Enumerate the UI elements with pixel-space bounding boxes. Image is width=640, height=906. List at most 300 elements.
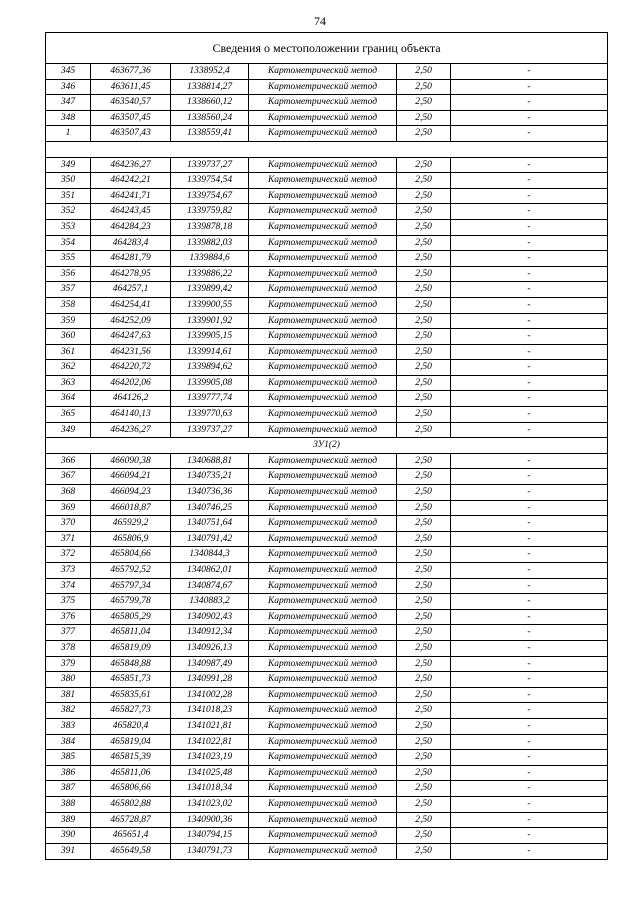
accuracy-cell: 2,50 [397,657,451,672]
x-coordinate-cell: 465792,52 [91,563,171,578]
description-cell: - [527,253,531,264]
point-number-cell: 385 [46,750,91,765]
description-cell: - [527,455,531,466]
description-cell: - [527,565,531,575]
section-header-row [46,438,607,454]
accuracy-cell: 2,50 [397,735,451,750]
table-row [46,111,607,127]
x-coordinate-cell: 465827,73 [91,703,171,718]
description-cell: - [527,518,531,529]
accuracy-cell: 2,50 [397,220,451,235]
point-number-cell: 386 [46,766,91,781]
accuracy-cell: 2,50 [397,298,451,313]
description-cell: - [527,814,531,825]
method-cell: Картометрический метод [249,95,397,110]
table-row [46,750,607,766]
y-coordinate-cell: 1340902,43 [171,610,249,625]
accuracy-cell: 2,50 [397,360,451,375]
x-coordinate-cell: 464242,21 [91,173,171,188]
y-coordinate-cell: 1338560,24 [171,111,249,126]
description-cell: - [527,175,531,186]
method-cell: Картометрический метод [249,298,397,313]
y-coordinate-cell: 1341018,34 [171,781,249,796]
y-coordinate-cell: 1339737,27 [171,423,249,438]
y-coordinate-cell: 1339905,15 [171,329,249,344]
description-cell: - [527,798,531,809]
method-cell: Картометрический метод [249,189,397,204]
accuracy-cell: 2,50 [397,719,451,734]
x-coordinate-cell: 464247,63 [91,329,171,344]
point-number-cell: 364 [46,391,91,406]
method-cell: Картометрический метод [249,610,397,625]
y-coordinate-cell: 1339754,67 [171,189,249,204]
point-number-cell: 370 [46,516,91,531]
accuracy-cell: 2,50 [397,532,451,547]
description-cell: - [527,752,531,763]
point-number-cell: 360 [46,329,91,344]
y-coordinate-cell: 1339737,27 [171,158,249,173]
description-cell: - [527,736,531,747]
table-row [46,828,607,844]
point-number-cell: 368 [46,485,91,500]
y-coordinate-cell: 1341023,02 [171,797,249,812]
table-row [46,719,607,735]
table-row [46,64,607,80]
table-row [46,563,607,579]
x-coordinate-cell: 465815,39 [91,750,171,765]
point-number-cell: 390 [46,828,91,843]
description-cell: - [527,409,531,420]
method-cell: Картометрический метод [249,251,397,266]
accuracy-cell: 2,50 [397,750,451,765]
table-row [46,579,607,595]
accuracy-cell: 2,50 [397,610,451,625]
point-number-cell: 359 [46,314,91,329]
accuracy-cell: 2,50 [397,641,451,656]
table-row [46,80,607,96]
method-cell: Картометрический метод [249,703,397,718]
point-number-cell: 379 [46,657,91,672]
description-cell: - [527,611,531,622]
point-number-cell: 350 [46,173,91,188]
point-number-cell: 382 [46,703,91,718]
point-number-cell: 363 [46,376,91,391]
accuracy-cell: 2,50 [397,376,451,391]
x-coordinate-cell: 464243,45 [91,204,171,219]
description-cell: - [527,658,531,669]
method-cell: Картометрический метод [249,360,397,375]
x-coordinate-cell: 463677,36 [91,64,171,79]
method-cell: Картометрический метод [249,501,397,516]
method-cell: Картометрический метод [249,80,397,95]
x-coordinate-cell: 465835,61 [91,688,171,703]
description-cell: - [527,720,531,731]
y-coordinate-cell: 1340991,28 [171,672,249,687]
y-coordinate-cell: 1339914,61 [171,345,249,360]
accuracy-cell: 2,50 [397,579,451,594]
method-cell: Картометрический метод [249,813,397,828]
x-coordinate-cell: 464252,09 [91,314,171,329]
y-coordinate-cell: 1340862,01 [171,563,249,578]
x-coordinate-cell: 465820,4 [91,719,171,734]
y-coordinate-cell: 1339900,55 [171,298,249,313]
method-cell: Картометрический метод [249,376,397,391]
table-row [46,625,607,641]
description-cell: - [527,830,531,841]
y-coordinate-cell: 1339905,08 [171,376,249,391]
x-coordinate-cell: 464236,27 [91,158,171,173]
y-coordinate-cell: 1340883,2 [171,594,249,609]
point-number-cell: 347 [46,95,91,110]
table-row [46,501,607,517]
x-coordinate-cell: 464257,1 [91,282,171,297]
accuracy-cell: 2,50 [397,594,451,609]
x-coordinate-cell: 464236,27 [91,423,171,438]
description-cell: - [527,346,531,357]
description-cell: - [527,549,531,560]
description-cell: - [527,767,531,778]
accuracy-cell: 2,50 [397,469,451,484]
y-coordinate-cell: 1340746,25 [171,501,249,516]
accuracy-cell: 2,50 [397,407,451,422]
point-number-cell: 377 [46,625,91,640]
description-cell: - [527,284,531,295]
table-row [46,688,607,704]
description-cell: - [527,237,531,248]
description-cell: - [527,533,531,544]
y-coordinate-cell: 1340844,3 [171,547,249,562]
accuracy-cell: 2,50 [397,547,451,562]
point-number-cell: 366 [46,454,91,469]
table-row [46,267,607,283]
table-row [46,469,607,485]
table-row [46,672,607,688]
table-row [46,298,607,314]
method-cell: Картометрический метод [249,516,397,531]
accuracy-cell: 2,50 [397,158,451,173]
x-coordinate-cell: 464202,06 [91,376,171,391]
y-coordinate-cell: 1341025,48 [171,766,249,781]
x-coordinate-cell: 463540,57 [91,95,171,110]
description-cell: - [527,377,531,388]
x-coordinate-cell: 464241,71 [91,189,171,204]
point-number-cell: 357 [46,282,91,297]
x-coordinate-cell: 464220,72 [91,360,171,375]
x-coordinate-cell: 464126,2 [91,391,171,406]
x-coordinate-cell: 465848,88 [91,657,171,672]
y-coordinate-cell: 1340791,42 [171,532,249,547]
accuracy-cell: 2,50 [397,703,451,718]
accuracy-cell: 2,50 [397,625,451,640]
y-coordinate-cell: 1340912,34 [171,625,249,640]
description-cell: - [527,221,531,232]
x-coordinate-cell: 464231,56 [91,345,171,360]
method-cell: Картометрический метод [249,547,397,562]
accuracy-cell: 2,50 [397,485,451,500]
table-row [46,345,607,361]
y-coordinate-cell: 1339886,22 [171,267,249,282]
method-cell: Картометрический метод [249,485,397,500]
accuracy-cell: 2,50 [397,844,451,860]
accuracy-cell: 2,50 [397,423,451,438]
table-row [46,189,607,205]
y-coordinate-cell: 1338814,27 [171,80,249,95]
description-cell: - [527,97,531,108]
table-row [46,173,607,189]
y-coordinate-cell: 1340736,36 [171,485,249,500]
table-row [46,423,607,439]
point-number-cell: 355 [46,251,91,266]
table-row [46,735,607,751]
point-number-cell: 367 [46,469,91,484]
table-body [46,64,607,859]
x-coordinate-cell: 466094,21 [91,469,171,484]
point-number-cell: 387 [46,781,91,796]
x-coordinate-cell: 464283,4 [91,236,171,251]
accuracy-cell: 2,50 [397,282,451,297]
accuracy-cell: 2,50 [397,563,451,578]
table-row [46,360,607,376]
x-coordinate-cell: 465799,78 [91,594,171,609]
x-coordinate-cell: 463507,43 [91,126,171,141]
description-cell: - [527,362,531,373]
point-number-cell: 383 [46,719,91,734]
point-number-cell: 365 [46,407,91,422]
x-coordinate-cell: 466094,23 [91,485,171,500]
y-coordinate-cell: 1339884,6 [171,251,249,266]
point-number-cell: 380 [46,672,91,687]
table-row [46,641,607,657]
description-cell: - [527,642,531,653]
accuracy-cell: 2,50 [397,329,451,344]
page-number: 74 [314,14,326,28]
table-row [46,126,607,142]
method-cell: Картометрический метод [249,204,397,219]
method-cell: Картометрический метод [249,797,397,812]
y-coordinate-cell: 1339894,62 [171,360,249,375]
table-row [46,797,607,813]
point-number-cell: 369 [46,501,91,516]
table-row [46,813,607,829]
x-coordinate-cell: 464140,13 [91,407,171,422]
table-row [46,547,607,563]
table-row [46,329,607,345]
method-cell: Картометрический метод [249,594,397,609]
y-coordinate-cell: 1340900,36 [171,813,249,828]
y-coordinate-cell: 1338952,4 [171,64,249,79]
y-coordinate-cell: 1340735,21 [171,469,249,484]
blank-row [46,142,607,158]
point-number-cell: 352 [46,204,91,219]
description-cell: - [527,471,531,482]
x-coordinate-cell: 465851,73 [91,672,171,687]
accuracy-cell: 2,50 [397,80,451,95]
accuracy-cell: 2,50 [397,813,451,828]
description-cell: - [527,66,531,76]
y-coordinate-cell: 1339754,54 [171,173,249,188]
accuracy-cell: 2,50 [397,236,451,251]
method-cell: Картометрический метод [249,688,397,703]
point-number-cell: 389 [46,813,91,828]
table-row [46,376,607,392]
accuracy-cell: 2,50 [397,781,451,796]
method-cell: Картометрический метод [249,454,397,469]
y-coordinate-cell: 1338660,12 [171,95,249,110]
point-number-cell: 353 [46,220,91,235]
method-cell: Картометрический метод [249,173,397,188]
y-coordinate-cell: 1341022,81 [171,735,249,750]
description-cell: - [527,81,531,92]
accuracy-cell: 2,50 [397,189,451,204]
accuracy-cell: 2,50 [397,688,451,703]
method-cell: Картометрический метод [249,657,397,672]
y-coordinate-cell: 1341023,19 [171,750,249,765]
accuracy-cell: 2,50 [397,64,451,79]
point-number-cell: 384 [46,735,91,750]
description-cell: - [527,159,531,170]
section-label: ЗУ1(2) [313,440,340,451]
description-cell: - [527,845,531,856]
method-cell: Картометрический метод [249,282,397,297]
method-cell: Картометрический метод [249,126,397,141]
table-row [46,407,607,423]
description-cell: - [527,596,531,607]
point-number-cell: 358 [46,298,91,313]
table-row [46,703,607,719]
table-row [46,610,607,626]
point-number-cell: 349 [46,423,91,438]
description-cell: - [527,627,531,638]
accuracy-cell: 2,50 [397,126,451,141]
accuracy-cell: 2,50 [397,111,451,126]
point-number-cell: 346 [46,80,91,95]
table-row [46,594,607,610]
table-row [46,781,607,797]
y-coordinate-cell: 1340794,15 [171,828,249,843]
accuracy-cell: 2,50 [397,391,451,406]
table-row [46,766,607,782]
table-row [46,485,607,501]
y-coordinate-cell: 1340751,64 [171,516,249,531]
x-coordinate-cell: 466018,87 [91,501,171,516]
y-coordinate-cell: 1340688,81 [171,454,249,469]
y-coordinate-cell: 1341021,81 [171,719,249,734]
description-cell: - [527,268,531,279]
method-cell: Картометрический метод [249,220,397,235]
x-coordinate-cell: 465811,06 [91,766,171,781]
x-coordinate-cell: 465805,29 [91,610,171,625]
method-cell: Картометрический метод [249,828,397,843]
point-number-cell: 374 [46,579,91,594]
accuracy-cell: 2,50 [397,766,451,781]
table-row [46,391,607,407]
point-number-cell: 361 [46,345,91,360]
description-cell: - [527,502,531,513]
method-cell: Картометрический метод [249,314,397,329]
x-coordinate-cell: 466090,38 [91,454,171,469]
method-cell: Картометрический метод [249,407,397,422]
point-number-cell: 372 [46,547,91,562]
x-coordinate-cell: 464254,41 [91,298,171,313]
method-cell: Картометрический метод [249,844,397,860]
y-coordinate-cell: 1340987,49 [171,657,249,672]
table-row [46,516,607,532]
method-cell: Картометрический метод [249,672,397,687]
description-cell: - [527,705,531,716]
description-cell: - [527,299,531,310]
method-cell: Картометрический метод [249,563,397,578]
description-cell: - [527,206,531,217]
point-number-cell: 354 [46,236,91,251]
y-coordinate-cell: 1338559,41 [171,126,249,141]
method-cell: Картометрический метод [249,781,397,796]
y-coordinate-cell: 1339899,42 [171,282,249,297]
description-cell: - [527,689,531,700]
x-coordinate-cell: 463507,45 [91,111,171,126]
description-cell: - [527,424,531,435]
point-number-cell: 388 [46,797,91,812]
table-row [46,454,607,470]
point-number-cell: 348 [46,111,91,126]
accuracy-cell: 2,50 [397,797,451,812]
table-title: Сведения о местоположении границ объекта [46,33,607,64]
method-cell: Картометрический метод [249,329,397,344]
y-coordinate-cell: 1339882,03 [171,236,249,251]
method-cell: Картометрический метод [249,158,397,173]
table-row [46,314,607,330]
boundary-table [45,32,608,860]
method-cell: Картометрический метод [249,766,397,781]
x-coordinate-cell: 465797,34 [91,579,171,594]
point-number-cell: 381 [46,688,91,703]
y-coordinate-cell: 1339878,18 [171,220,249,235]
y-coordinate-cell: 1341018,23 [171,703,249,718]
point-number-cell: 345 [46,64,91,79]
method-cell: Картометрический метод [249,750,397,765]
point-number-cell: 1 [46,126,91,141]
description-cell: - [527,128,531,139]
table-row [46,95,607,111]
x-coordinate-cell: 463611,45 [91,80,171,95]
method-cell: Картометрический метод [249,735,397,750]
x-coordinate-cell: 465802,88 [91,797,171,812]
y-coordinate-cell: 1341002,28 [171,688,249,703]
x-coordinate-cell: 464278,95 [91,267,171,282]
description-cell: - [527,580,531,591]
y-coordinate-cell: 1339770,63 [171,407,249,422]
y-coordinate-cell: 1340791,73 [171,844,249,860]
accuracy-cell: 2,50 [397,173,451,188]
description-cell: - [527,393,531,404]
point-number-cell: 356 [46,267,91,282]
x-coordinate-cell: 465728,87 [91,813,171,828]
accuracy-cell: 2,50 [397,345,451,360]
table-row [46,844,607,860]
x-coordinate-cell: 464284,23 [91,220,171,235]
method-cell: Картометрический метод [249,719,397,734]
point-number-cell: 391 [46,844,91,860]
accuracy-cell: 2,50 [397,828,451,843]
table-row [46,236,607,252]
y-coordinate-cell: 1339901,92 [171,314,249,329]
method-cell: Картометрический метод [249,579,397,594]
description-cell: - [527,112,531,123]
method-cell: Картометрический метод [249,532,397,547]
table-row [46,251,607,267]
accuracy-cell: 2,50 [397,95,451,110]
method-cell: Картометрический метод [249,391,397,406]
accuracy-cell: 2,50 [397,501,451,516]
